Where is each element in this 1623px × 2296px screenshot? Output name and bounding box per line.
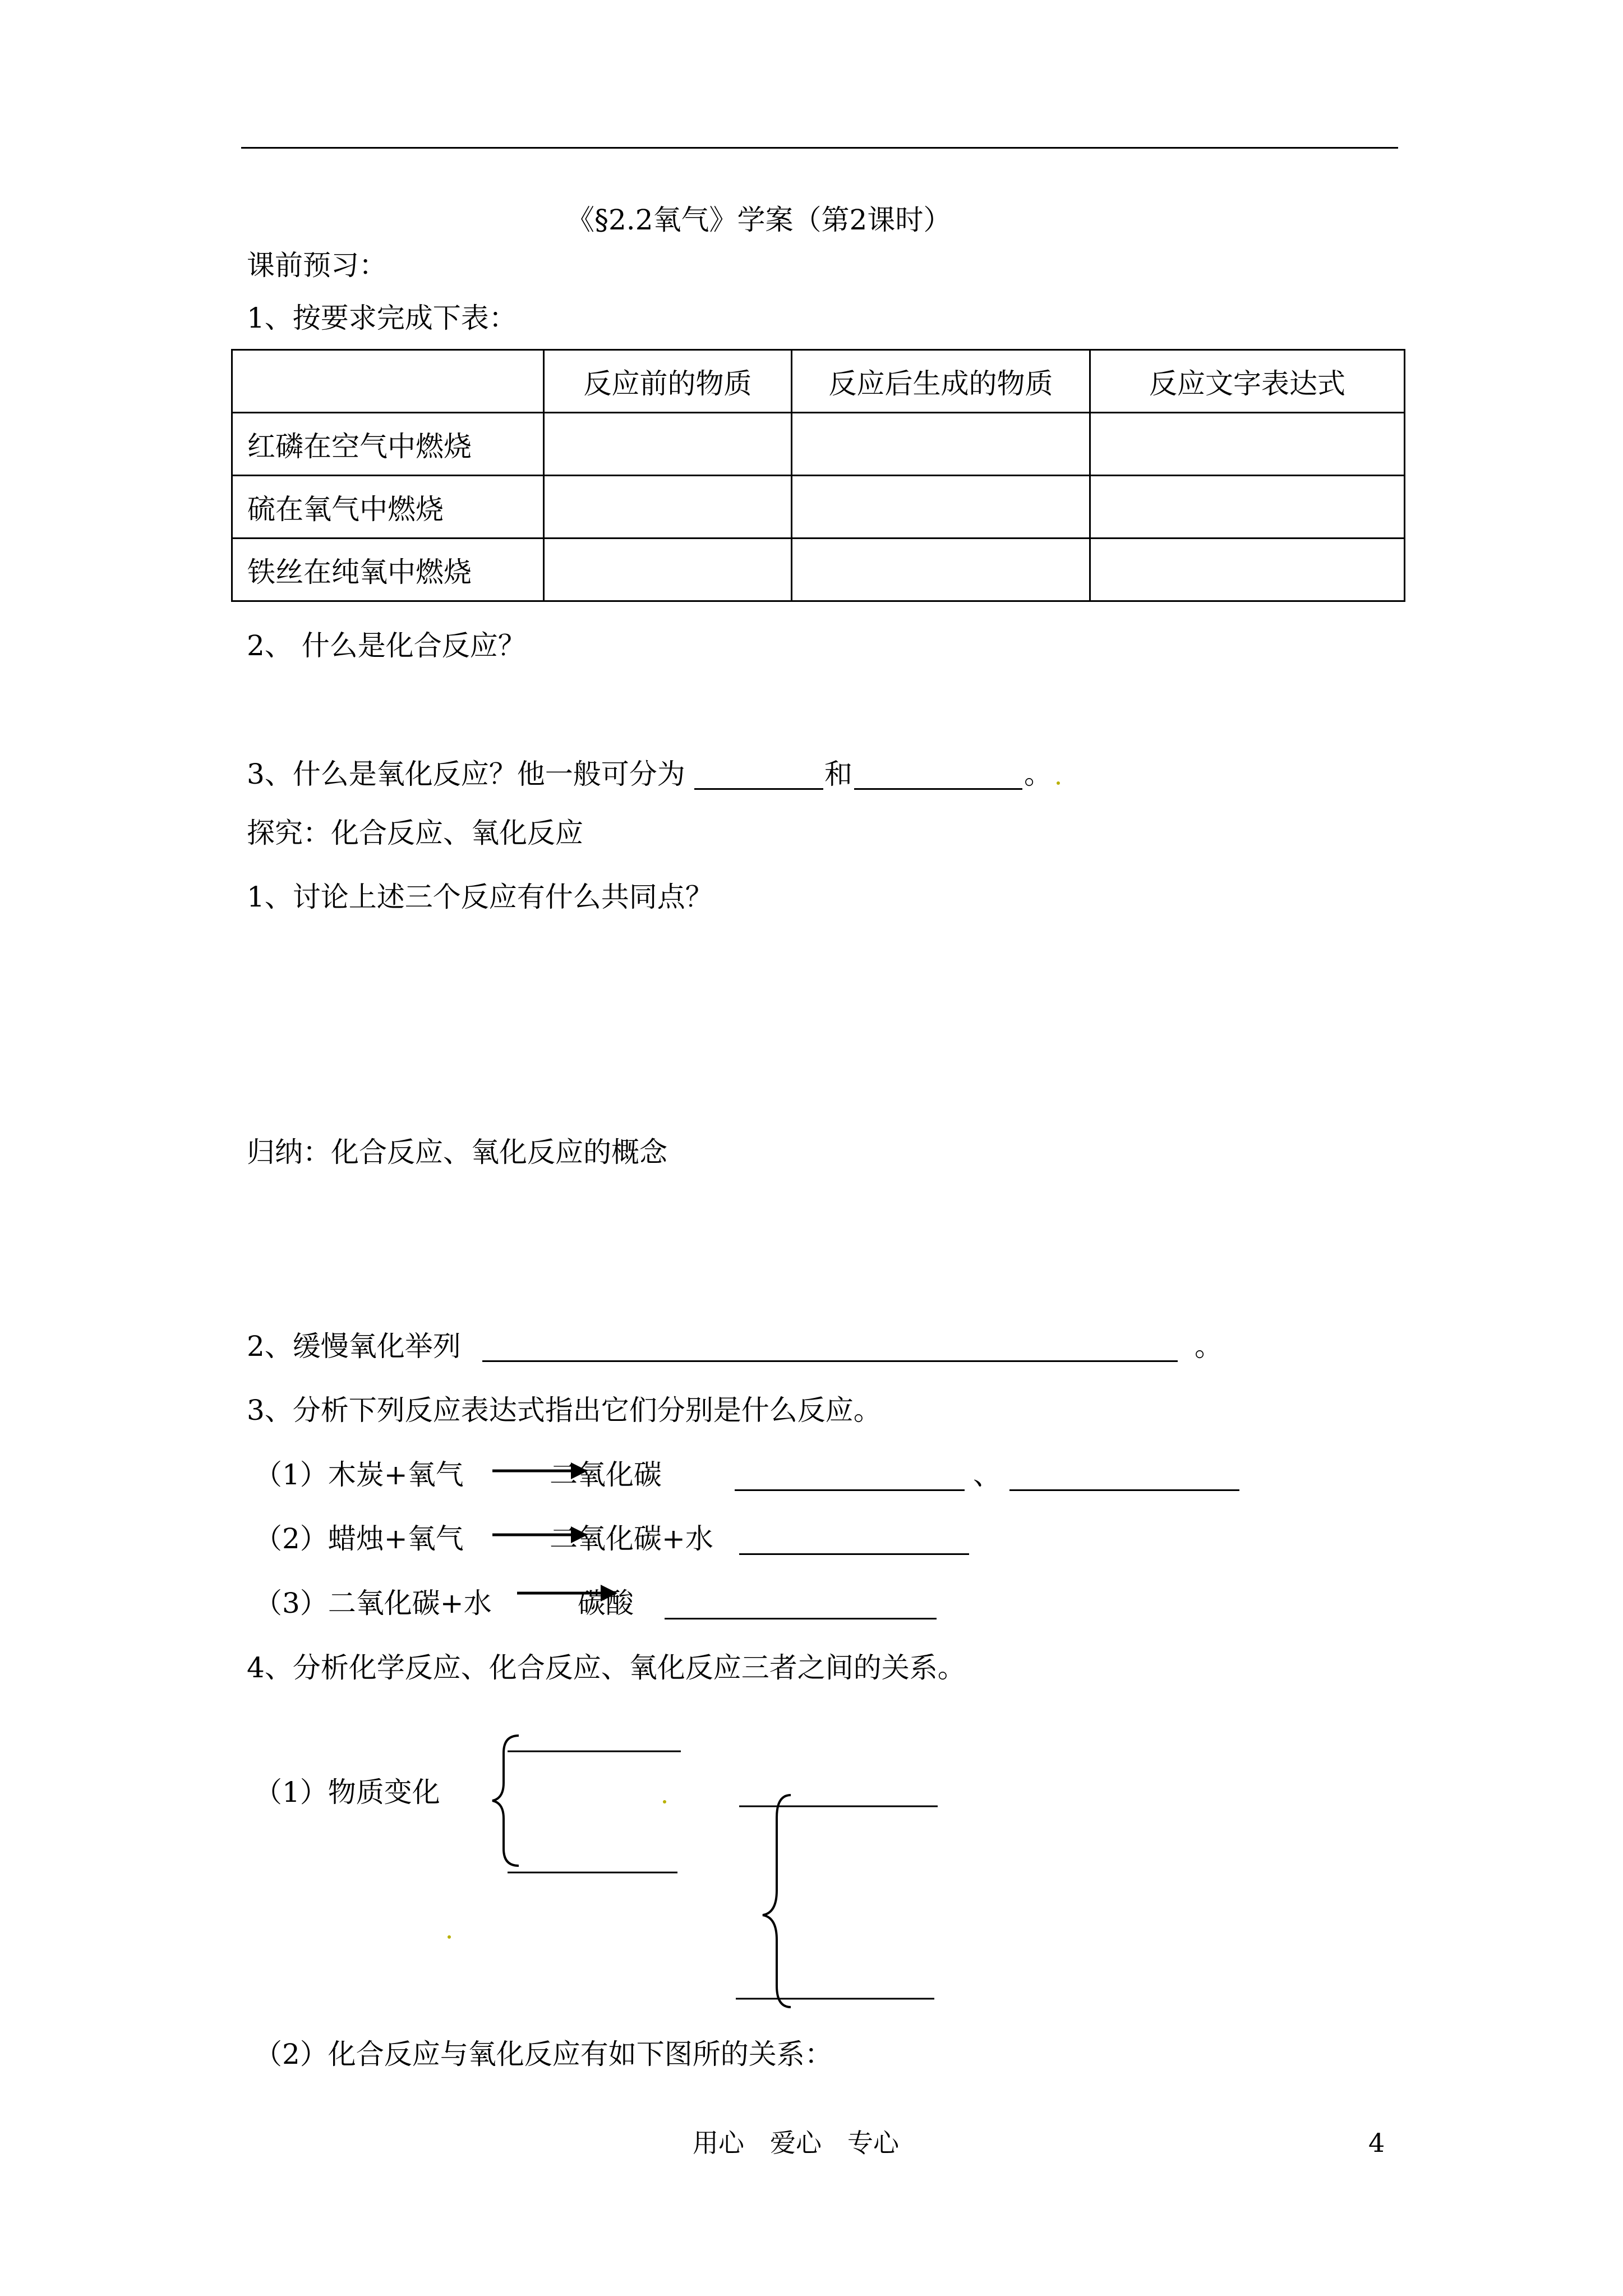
reaction-left: （2）蜡烛+氧气	[254, 1522, 464, 1555]
question-2: 2、 什么是化合反应？	[247, 629, 526, 662]
reaction-left: （1）木炭+氧气	[254, 1458, 464, 1491]
reaction-right: 二氧化碳+水	[550, 1522, 713, 1555]
explore-question-1: 1、讨论上述三个反应有什么共同点？	[247, 881, 713, 913]
reaction-separator: 、	[973, 1458, 1001, 1491]
stray-dot	[448, 1935, 451, 1939]
explore-question-2-end: 。	[1195, 1330, 1223, 1363]
table-header-cell: 反应后生成的物质	[792, 350, 1090, 413]
brace-left	[492, 1736, 519, 1866]
reaction-left: （3）二氧化碳+水	[254, 1587, 492, 1619]
relation-statement: （2）化合反应与氧化反应有如下图所的关系：	[254, 2038, 833, 2070]
table-header-cell: 反应文字表达式	[1090, 350, 1405, 413]
page-number: 4	[1368, 2128, 1385, 2158]
question-3-end: 。	[1024, 758, 1052, 790]
explore-question-2: 2、缓慢氧化举列	[247, 1330, 461, 1363]
explore-heading: 探究：化合反应、氧化反应	[247, 817, 583, 849]
table-header-cell: 反应前的物质	[544, 350, 792, 413]
question-1: 1、按要求完成下表：	[247, 302, 517, 334]
brace-right	[763, 1795, 791, 2007]
row-label: 铁丝在纯氧中燃烧	[232, 539, 544, 601]
preview-heading: 课前预习：	[247, 249, 387, 282]
row-label: 红磷在空气中燃烧	[232, 413, 544, 476]
question-3-and: 和	[824, 758, 852, 790]
page-title: 《§2.2氧气》学案（第2课时）	[566, 204, 952, 236]
reaction-right: 二氧化碳	[550, 1458, 662, 1491]
stray-dot	[663, 1800, 666, 1803]
explore-question-3: 3、分析下列反应表达式指出它们分别是什么反应。	[247, 1394, 882, 1427]
matter-change-label: （1）物质变化	[254, 1776, 440, 1809]
question-3: 3、什么是氧化反应？他一般可分为	[247, 758, 685, 790]
footer-motto: 用心 爱心 专心	[693, 2128, 899, 2158]
row-label: 硫在氧气中燃烧	[232, 476, 544, 539]
explore-question-4: 4、分析化学反应、化合反应、氧化反应三者之间的关系。	[247, 1651, 966, 1684]
reaction-right: 碳酸	[578, 1587, 634, 1619]
summary-heading: 归纳：化合反应、氧化反应的概念	[247, 1136, 667, 1168]
